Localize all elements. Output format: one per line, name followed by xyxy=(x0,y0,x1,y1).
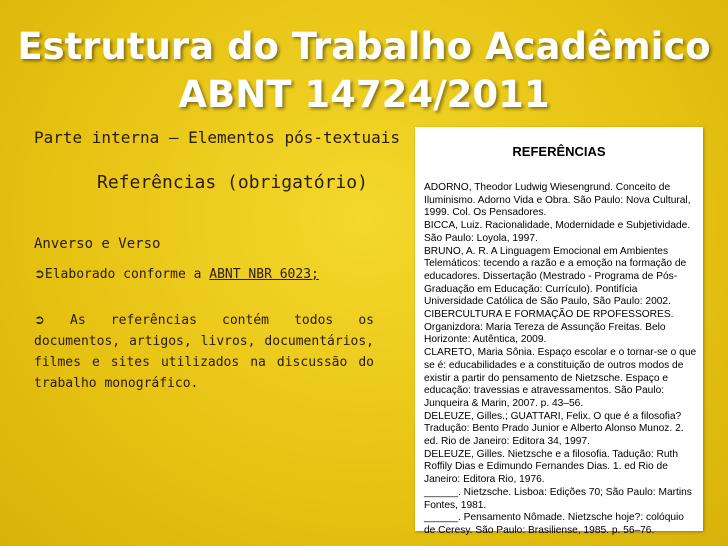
reference-entry: ______. Nietzsche. Lisboa: Edições 70; São Paulo: Martins Fontes, 1981. xyxy=(424,486,692,511)
reference-entry: CLARETO, Maria Sônia. Espaço escolar e o tornar-se o que se é: educabilidades e a constituição de outros modos de existir a partir do pensamento de Nietzsche. Espaço e educação: travessias e atravessamentos. São Paulo: Junqueira & Marin, 2007. p. 43–56. xyxy=(424,347,697,409)
anverso-verso-label: Anverso e Verso xyxy=(34,236,161,252)
reference-entry: ______. Pensamento Nômade. Nietzsche hoje?: colóquio de Ceresy. São Paulo: Brasiliense, 1985. p. 56–76. xyxy=(424,512,684,536)
slide-title-line2: ABNT 14724/2011 xyxy=(178,73,550,116)
references-heading: REFERÊNCIAS xyxy=(512,144,606,159)
section-heading: Parte interna – Elementos pós-textuais xyxy=(34,128,401,147)
arrow-icon: ➲ xyxy=(34,267,45,282)
bullet-abnt xyxy=(34,267,374,282)
reference-entry: DELEUZE, Gilles.; GUATTARI, Felix. O que é a filosofia? Tradução: Bento Prado Junior e Alberto Alonso Munoz. 2. ed. Rio de Janeiro: Editora 34, 1997. xyxy=(424,410,684,448)
bullet2-text: As referências contém todos os documentos, artigos, livros, documentários, filmes e sites utilizados na discussão do trabalho monográfico. xyxy=(34,313,374,391)
abnt-link[interactable]: ABNT NBR 6023; xyxy=(209,267,319,282)
references-list xyxy=(424,182,698,538)
reference-entry: ADORNO, Theodor Ludwig Wiesengrund. Conceito de Iluminismo. Adorno Vida e Obra. São Paulo: Nova Cultural, 1999. Col. Os Pensadores. xyxy=(424,182,691,219)
reference-entry: CIBERCULTURA E FORMAÇÃO DE RPOFESSORES. Organizdora: Maria Tereza de Assunção Freitas. Belo Horizonte: Autêntica, 2009. xyxy=(424,309,674,346)
bullet-referencias xyxy=(34,310,374,394)
bullet1-text: Elaborado conforme a xyxy=(44,267,210,282)
arrow-icon: ➲ xyxy=(34,313,45,328)
slide-title-line1: Estrutura do Trabalho Acadêmico xyxy=(17,25,711,68)
reference-entry: BICCA, Luiz. Racionalidade, Modernidade e Subjetividade. São Paulo: Loyola, 1997. xyxy=(424,220,691,244)
reference-entry: DELEUZE, Gilles. Nietzsche e a filosofia. Tadução: Ruth Roffily Dias e Edimundo Fernandes Dias. 1. ed Rio de Janeiro: Editora Rio, 1976. xyxy=(424,448,679,486)
reference-entry: BRUNO, A. R. A Linguagem Emocional em Ambientes Telemáticos: tecendo a razão e a emoção na formação de educadores. Dissertação (Mestrado - Programa de Pós-Graduação em Educação: Currículo). Pontifícia Universidade Católica de São Paulo, São Paulo: 2002. xyxy=(424,245,687,308)
section-subheading: Referências (obrigatório) xyxy=(97,172,368,193)
